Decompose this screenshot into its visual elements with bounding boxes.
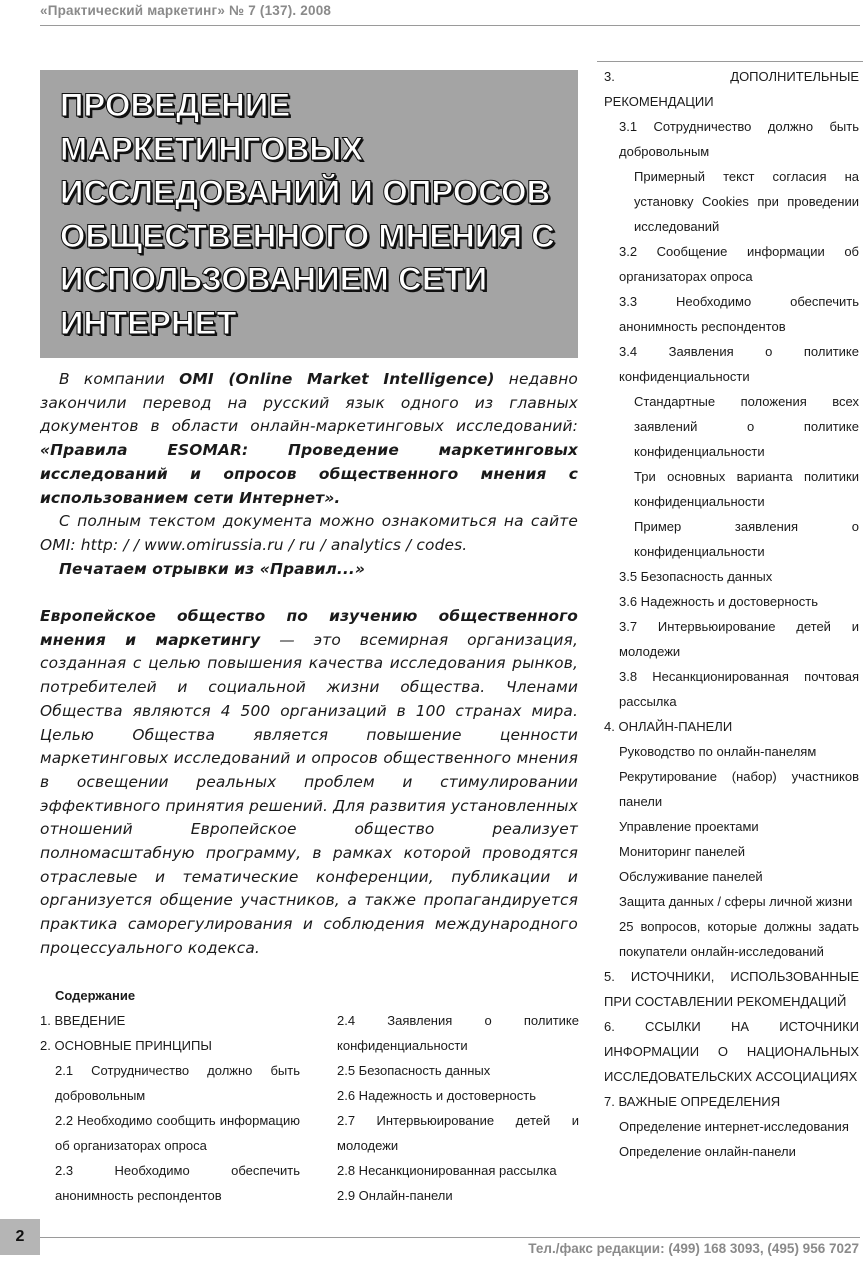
intro-link-paragraph: С полным текстом документа можно ознакомиться на сайте OMI: http: / / www.omirussia.ru / ru / analytics / codes. (40, 512, 578, 554)
toc-item: 3.7 Интервьюирование детей и молодежи (619, 619, 859, 659)
intro-paragraph: В компании OMI (Online Market Intelligence) недавно закончили перевод на русский язык одного из главных документов в области онлайн-маркетинговых исследований: «Правила ESOMAR: Проведение маркетинговых исследований и опросов общественного мнения с использованием сети Интернет». (40, 370, 578, 507)
toc-item: 5. ИСТОЧНИКИ, ИСПОЛЬЗОВАННЫЕ ПРИ СОСТАВЛЕНИИ РЕКОМЕНДАЦИЙ (604, 969, 859, 1009)
toc-item: 3.5 Безопасность данных (619, 569, 773, 584)
toc-item: 3.4 Заявления о политике конфиденциальности (619, 344, 859, 384)
toc-item: 6. ССЫЛКИ НА ИСТОЧНИКИ ИНФОРМАЦИИ О НАЦИОНАЛЬНЫХ ИССЛЕДОВАТЕЛЬСКИХ АССОЦИАЦИЯХ (604, 1019, 859, 1084)
toc-item: 7. ВАЖНЫЕ ОПРЕДЕЛЕНИЯ (604, 1094, 781, 1109)
toc-item: 2.7 Интервьюирование детей и молодежи (337, 1113, 579, 1153)
page-number: 2 (0, 1219, 40, 1255)
toc-item: 2.6 Надежность и достоверность (337, 1088, 536, 1103)
toc-item: 2.2 Необходимо сообщить информацию об организаторах опроса (55, 1113, 300, 1153)
toc-item: 4. ОНЛАЙН-ПАНЕЛИ (604, 719, 733, 734)
toc-item: Защита данных / сферы личной жизни (619, 894, 853, 909)
toc-item: 3.3 Необходимо обеспечить анонимность респондентов (619, 294, 859, 334)
toc-heading: Содержание (55, 988, 136, 1003)
header-divider (40, 25, 860, 26)
toc-item: Пример заявления о конфиденциальности (634, 519, 859, 559)
toc-item: 2.5 Безопасность данных (337, 1063, 491, 1078)
article-title-banner (40, 70, 578, 358)
toc-item: Руководство по онлайн-панелям (619, 744, 817, 759)
article-intro (40, 368, 578, 961)
toc-item: 2. ОСНОВНЫЕ ПРИНЦИПЫ (40, 1038, 212, 1053)
toc-item: Обслуживание панелей (619, 869, 763, 884)
toc-item: 3.8 Несанкционированная почтовая рассылка (619, 669, 859, 709)
toc-column-b (337, 1008, 579, 1208)
toc-item: 3.2 Сообщение информации об организаторах опроса (619, 244, 859, 284)
toc-item: 3.1 Сотрудничество должно быть добровольным (619, 119, 859, 159)
toc-item: Рекрутирование (набор) участников панели (619, 769, 859, 809)
toc-item: Управление проектами (619, 819, 759, 834)
toc-item: Мониторинг панелей (619, 844, 746, 859)
toc-item: 1. ВВЕДЕНИЕ (40, 1013, 126, 1028)
toc-column-c (604, 64, 859, 1164)
intro-excerpt-note: Печатаем отрывки из «Правил...» (59, 559, 366, 578)
toc-item: 2.8 Несанкционированная рассылка (337, 1163, 557, 1178)
toc-item: Три основных варианта политики конфиденциальности (634, 469, 859, 509)
esomar-paragraph: Европейское общество по изучению общественного мнения и маркетингу — это всемирная организация, созданная с целью повышения качества исследования рынков, потребителей и социальной жизни общества. Членами Общества являются 4 500 организаций в 100 странах мира. Целью Общества является повышение ценности маркетинговых исследований и опросов общественного мнения в освещении реальных проблем и стимулировании эффективного принятия решений. Для развития установленных отношений Европейское общество реализует полномасштабную программу, в рамках которой проводятся отраслевые и тематические конференции, публикации и организуется общение участников, а также пропагандируется практика саморегулирования и соблюдения международного процессуального кодекса. (40, 607, 578, 957)
toc-item: 25 вопросов, которые должны задать покупатели онлайн-исследований (619, 919, 859, 959)
toc-item: Определение интернет-исследования (619, 1119, 849, 1134)
article-title: ПРОВЕДЕНИЕ МАРКЕТИНГОВЫХ ИССЛЕДОВАНИЙ И ОПРОСОВ ОБЩЕСТВЕННОГО МНЕНИЯ С ИСПОЛЬЗОВАНИЕМ СЕТИ ИНТЕРНЕТ (60, 87, 555, 341)
toc-item: 3.6 Надежность и достоверность (619, 594, 818, 609)
toc-item: 3. ДОПОЛНИТЕЛЬНЫЕ РЕКОМЕНДАЦИИ (604, 69, 859, 109)
toc-item: 2.3 Необходимо обеспечить анонимность респондентов (55, 1163, 300, 1203)
toc-item: 2.4 Заявления о политике конфиденциальности (337, 1013, 579, 1053)
toc-item: Стандартные положения всех заявлений о политике конфиденциальности (634, 394, 859, 459)
journal-header: «Практический маркетинг» № 7 (137). 2008 (40, 3, 332, 18)
toc-item: 2.9 Онлайн-панели (337, 1188, 453, 1203)
toc-column-a (40, 1008, 300, 1208)
footer-divider (40, 1237, 860, 1238)
toc-item: Примерный текст согласия на установку Cookies при проведении исследований (634, 169, 859, 234)
toc-item: 2.1 Сотрудничество должно быть добровольным (55, 1063, 300, 1103)
editorial-contact: Тел./факс редакции: (499) 168 3093, (495) 956 7027 (528, 1241, 859, 1256)
toc-column-divider (597, 61, 863, 62)
toc-item: Определение онлайн-панели (619, 1144, 796, 1159)
